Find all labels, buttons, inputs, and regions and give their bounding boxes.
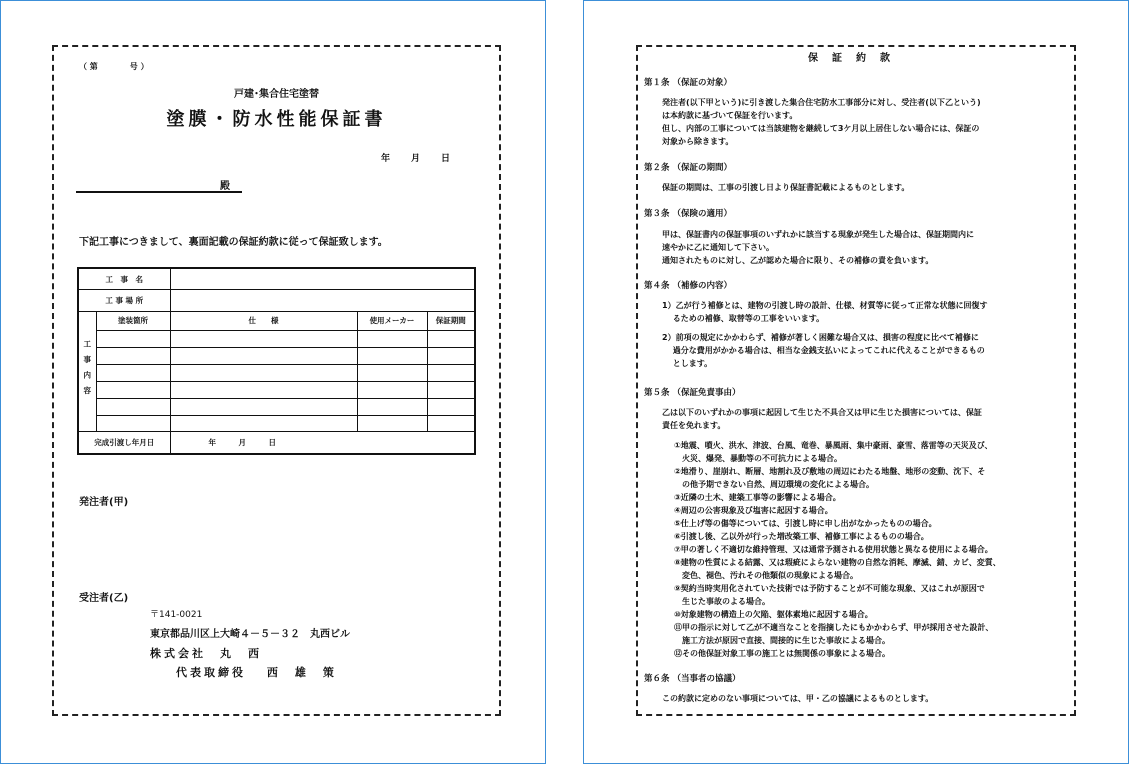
- article-6-body: この約款に定めのない事項については、甲・乙の協議によるものとします。: [662, 694, 934, 703]
- list-item: ④周辺の公害現象及び塩害に起因する場合。: [674, 506, 833, 515]
- article-2-heading: 第２条 （保証の期間）: [644, 163, 732, 173]
- addressee-underline: [76, 191, 242, 193]
- certificate-title: 塗膜・防水性能保証書: [166, 109, 387, 130]
- table-row: [78, 364, 475, 381]
- table-row: [78, 331, 475, 348]
- company-name: 株式会社 丸 西: [150, 647, 262, 660]
- exemption-list: [674, 439, 1001, 660]
- list-item: 生じた事故のよる場合。: [674, 597, 770, 606]
- col-period-header: 保証期間: [427, 311, 475, 330]
- col-spec-header: 仕 様: [170, 311, 357, 330]
- list-item: ①地震、噴火、洪水、津波、台風、竜巻、暴風雨、集中豪雨、豪雪、落雷等の天災及び、: [674, 441, 993, 450]
- col-area-header: 塗装箇所: [96, 311, 170, 330]
- representative-name: 代表取締役 西 雄 策: [176, 666, 337, 679]
- company-address: 東京都品川区上大崎４－５－３２ 丸西ビル: [150, 629, 350, 640]
- certificate-front-page: [0, 0, 546, 764]
- article-4-body: 1）乙が行う補修とは、建物の引渡し時の設計、仕様、材質等に従って正常な状態に回復す るための補修、取替等の工事をいいます。 2）前項の規定にかかわらず、補修が著しく困難な場合又は、損害の程度に比べて補修に 過分な費用がかかる場合は、相当な金銭支払いによってこれに代えることができるもの とします。: [662, 301, 988, 368]
- orderer-label: 発注者(甲): [79, 497, 129, 508]
- list-item: ⑨契約当時実用化されていた技術では予防することが不可能な現象、又はこれが原因で: [674, 584, 985, 593]
- article-2-body: 保証の期間は、工事の引渡し日より保証書記載によるものとします。: [662, 183, 910, 192]
- article-3-heading: 第３条 （保険の適用）: [644, 209, 732, 219]
- completion-date-field: 年 月 日: [170, 432, 475, 454]
- terms-title: 保証約款: [808, 53, 904, 64]
- list-item: ⑫その他保証対象工事の施工とは無関係の事象による場合。: [674, 649, 890, 658]
- site-field: [170, 290, 475, 311]
- table-row: [78, 290, 475, 311]
- list-item: の他予期できない自然、周辺環境の変化による場合。: [674, 480, 874, 489]
- table-row: [78, 415, 475, 432]
- list-item: 施工方法が原因で直接、間接的に生じた事故による場合。: [674, 636, 890, 645]
- list-item: ⑥引渡し後、乙以外が行った増改築工事、補修工事によるものの場合。: [674, 532, 929, 541]
- certificate-number: （ 第 号 ）: [79, 62, 149, 71]
- construction-name-field: [170, 268, 475, 290]
- postal-code: 〒141-0021: [150, 610, 203, 620]
- list-item: ⑩対象建物の構造上の欠陥、躯体素地に起因する場合。: [674, 610, 873, 619]
- list-item: ⑪甲の指示に対して乙が不適当なことを指摘したにもかかわらず、甲が採用させた設計、: [674, 623, 994, 632]
- table-row: [78, 347, 475, 364]
- terms-page: [583, 0, 1129, 764]
- table-row: [78, 398, 475, 415]
- table-row: [78, 432, 475, 454]
- article-5-heading: 第５条 （保証免責事由）: [644, 388, 741, 398]
- table-row: [78, 268, 475, 290]
- intro-statement: 下記工事につきまして、裏面記載の保証約款に従って保証致します。: [79, 237, 388, 248]
- addressee-honorific: 殿: [220, 181, 230, 192]
- article-6-heading: 第６条 （当事者の協議）: [644, 674, 741, 684]
- terms-frame: [636, 45, 1076, 716]
- article-3-body: 甲は、保証書内の保証事項のいずれかに該当する現象が発生した場合は、保証期間内に 速やかに乙に通知して下さい。 通知されたものに対し、乙が認めた場合に限り、その補修の責を負います。: [662, 230, 974, 265]
- col-maker-header: 使用メーカー: [357, 311, 427, 330]
- site-label: 工 事 場 所: [78, 290, 170, 311]
- list-item: 変色、褪色、汚れその他類似の現象による場合。: [674, 571, 858, 580]
- article-1-body: 発注者(以下甲という)に引き渡した集合住宅防水工事部分に対し、受注者(以下乙という) は本約款に基づいて保証を行います。 但し、内部の工事については当該建物を継続して3ケ月以上居住しない場合には、保証の 対象から除きます。: [662, 98, 981, 146]
- completion-date-label: 完成引渡し年月日: [78, 432, 170, 454]
- certificate-subtitle: 戸建･集合住宅塗替: [234, 89, 319, 100]
- list-item: ⑦甲の著しく不適切な維持管理、又は通常予測される使用状態と異なる使用による場合。: [674, 545, 993, 554]
- contractor-label: 受注者(乙): [79, 593, 129, 604]
- article-1-heading: 第１条 （保証の対象）: [644, 78, 732, 88]
- article-5-body: 乙は以下のいずれかの事項に起因して生じた不具合又は甲に生じた損害については、保証 責任を免れます。: [662, 408, 982, 430]
- work-content-label: 工事内容: [78, 311, 96, 432]
- table-row: [78, 381, 475, 398]
- list-item: ③近隣の土木、建築工事等の影響による場合。: [674, 493, 841, 502]
- certificate-frame: [52, 45, 501, 716]
- list-item: 火災、爆発、暴動等の不可抗力による場合。: [674, 454, 842, 463]
- table-header-row: [78, 311, 475, 330]
- list-item: ②地滑り、崖崩れ、断層、地割れ及び敷地の周辺にわたる地盤、地形の変動、沈下、そ: [674, 467, 986, 476]
- construction-name-label: 工 事 名: [78, 268, 170, 290]
- issue-date: 年 月 日: [381, 154, 452, 164]
- list-item: ⑧建物の性質による結露、又は瑕疵によらない建物の自然な消耗、摩滅、錆、カビ、変質、: [674, 558, 1001, 567]
- article-4-heading: 第４条 （補修の内容）: [644, 281, 732, 291]
- list-item: ⑤仕上げ等の傷等については、引渡し時に申し出がなかったものの場合。: [674, 519, 937, 528]
- works-table: [77, 267, 476, 455]
